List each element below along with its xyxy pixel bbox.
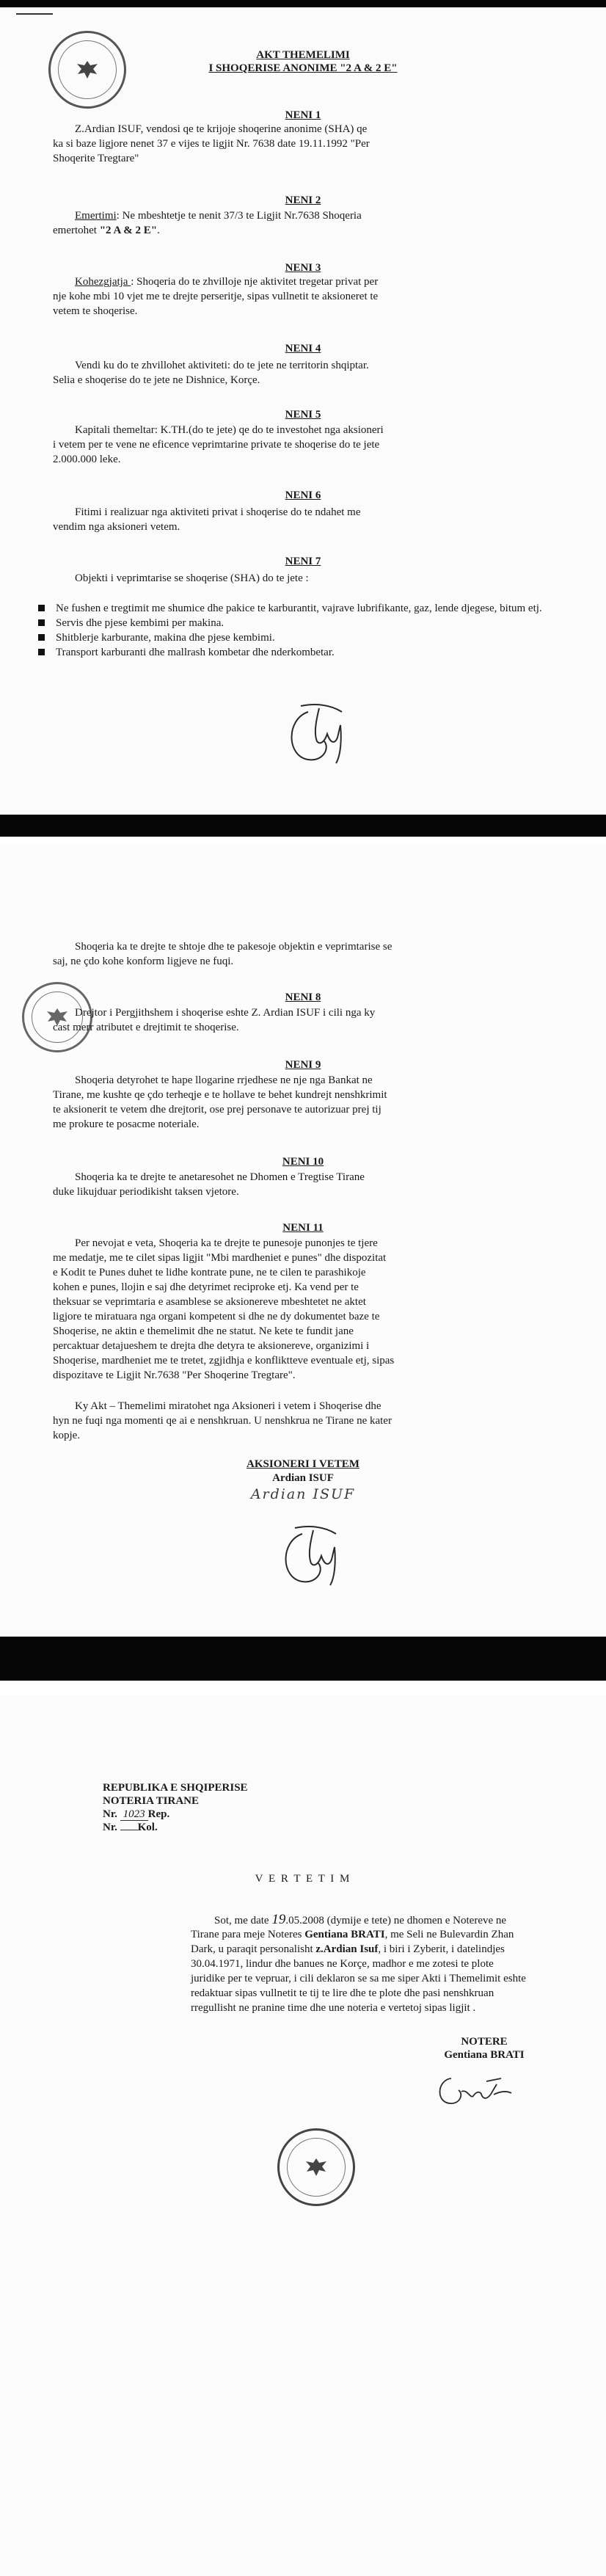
certificate-line: juridike per te vepruar, i cili deklaron se sa me siper Akti i Themelimit eshte: [191, 1973, 526, 1984]
article-10-line: Shoqeria ka te drejte te anetaresohet ne Dhomen e Tregtise Tirane: [75, 1171, 365, 1183]
list-item: Servis dhe pjese kembimi per makina.: [38, 616, 544, 630]
list-item: Ne fushen e tregtimit me shumice dhe pakice te karburantit, vajrave lubrifikante, gaz, lende djegese, bitum etj.: [38, 602, 544, 615]
article-2-heading: NENI 2: [285, 194, 321, 206]
article-5-line: i vetem per te vene ne eficence veprimtarine private te shoqerise do te jete: [53, 439, 380, 451]
certificate-line: rregullisht ne pranine time dhe une noteria e vertetoj sipas ligjit .: [191, 2002, 476, 2014]
article-10-line: duke likujduar periodikisht taksen vjetore.: [53, 1186, 239, 1198]
shareholder-name: Ardian ISUF: [272, 1472, 334, 1484]
article-11-heading: NENI 11: [282, 1222, 324, 1234]
scan-mark: [16, 13, 53, 15]
scan-border-bottom: [0, 815, 606, 837]
article-7-heading: NENI 7: [285, 556, 321, 567]
article-1-line: Z.Ardian ISUF, vendosi qe te krijoje shoqerine anonime (SHA) qe: [75, 123, 368, 135]
handwritten-name: Ardian ISUF: [250, 1486, 356, 1502]
scan-border-bottom: [0, 1637, 606, 1681]
closing-line: kopje.: [53, 1430, 81, 1441]
article-2-line: Emertimi: Ne mbeshtetje te nenit 37/3 te Ligjit Nr.7638 Shoqeria: [75, 210, 362, 222]
intro-line: saj, ne çdo kohe konform ligjeve ne fuqi.: [53, 956, 234, 967]
page-subtitle: I SHOQERISE ANONIME "2 A & 2 E": [208, 62, 398, 74]
list-item: Shitblerje karburante, makina dhe pjese kembimi.: [38, 631, 544, 644]
document-page-3: [0, 1695, 606, 2576]
article-7-line: Objekti i veprimtarise se shoqerise (SHA) do te jete :: [75, 572, 309, 584]
article-9-line: me prokure te posacme noteriale.: [53, 1118, 200, 1130]
article-2-line: emertohet "2 A & 2 E".: [53, 225, 160, 236]
article-9-line: te aksionerit te vetem dhe drejtorit, ose prej personave te autorizuar prej tij: [53, 1104, 382, 1116]
certificate-line: Sot, me date 19.05.2008 (dymije e tete) ne dhomen e Notereve ne: [214, 1912, 507, 1927]
notary-title: NOTERE: [461, 2036, 508, 2048]
handwritten-signature: [279, 690, 359, 771]
article-11-line: percaktuar detajueshem te drejta dhe detyra te aksionereve, organizimi i: [53, 1340, 370, 1352]
scan-border-top: [0, 0, 606, 7]
article-11-line: theksuar se veprimtaria e asamblese se aksionereve mbeshtetet ne aktet: [53, 1296, 366, 1308]
certificate-line: 30.04.1971, lindur dhe banues ne Korçe, madhor e me zotesi te plote: [191, 1958, 494, 1970]
article-11-line: dispozitave te Ligjit Nr.7638 "Per Shoqerine Tregtare".: [53, 1369, 296, 1381]
certificate-line: Dark, u paraqit personalisht z.Ardian Isuf, i biri i Zyberit, i datelindjes: [191, 1943, 505, 1955]
article-5-line: Kapitali themeltar: K.TH.(do te jete) qe do te investohet nga aksioneri: [75, 424, 384, 436]
company-name: "2 A & 2 E": [99, 225, 158, 236]
article-6-line: vendim nga aksioneri vetem.: [53, 521, 180, 533]
article-11-line: Per nevojat e veta, Shoqeria ka te drejte te punesoje punonjes te tjere: [75, 1237, 378, 1249]
article-1-line: ka si baze ligjore nenet 37 e vijes te ligjit Nr. 7638 date 19.11.1992 "Per: [53, 138, 370, 150]
emertimi-label: Emertimi: [75, 210, 117, 222]
notary-office-header: NOTERIA TIRANE: [103, 1795, 200, 1807]
list-item: Transport karburanti dhe mallrash kombetar dhe nderkombetar.: [38, 646, 544, 659]
handwritten-signature: [271, 1512, 352, 1593]
article-5-line: 2.000.000 leke.: [53, 454, 121, 465]
certificate-title: V E R T E T I M: [255, 1873, 351, 1885]
article-8-heading: NENI 8: [285, 992, 321, 1003]
article-9-line: Tirane, me kushte qe çdo terheqje e te hollave te behet kundrejt nenshkrimit: [53, 1089, 387, 1101]
closing-line: Ky Akt – Themelimi miratohet nga Aksioneri i vetem i Shoqerise dhe: [75, 1400, 382, 1412]
article-10-heading: NENI 10: [282, 1156, 324, 1168]
notary-name: Gentiana BRATI: [444, 2049, 525, 2061]
article-6-heading: NENI 6: [285, 490, 321, 501]
intro-line: Shoqeria ka te drejte te shtoje dhe te pakesoje objektin e veprimtarise se: [75, 941, 393, 953]
activity-list: [38, 602, 544, 661]
eagle-emblem-icon: [304, 2156, 329, 2178]
article-1-heading: NENI 1: [285, 109, 321, 121]
article-5-heading: NENI 5: [285, 409, 321, 421]
article-11-line: ligjore te miratuara nga organi kompetent si dhe ne dy dokumentet baze te: [53, 1311, 380, 1322]
notary-signature: [429, 2070, 517, 2114]
article-8-line: Drejtor i Pergjithshem i shoqerise eshte Z. Ardian ISUF i cili nga ky: [75, 1007, 376, 1019]
article-3-line: Kohezgjatja : Shoqeria do te zhvilloje nje aktivitet tregetar privat per: [75, 276, 379, 288]
bullet-icon: [38, 619, 45, 626]
article-3-line: vetem te shoqerise.: [53, 305, 138, 317]
article-11-line: Shoqerise, mardheniet me te tretet, zgjidhja e konfliktteve eventuale etj, sipas: [53, 1355, 395, 1367]
republic-header: REPUBLIKA E SHQIPERISE: [103, 1782, 248, 1794]
notary-stamp: [277, 2128, 355, 2206]
shareholder-title: AKSIONERI I VETEM: [247, 1458, 359, 1470]
certificate-line: redaktuar sipas vullnetit te tij te lire dhe te plote dhe pasi nenshkruan: [191, 1987, 494, 1999]
article-11-line: Shoqerise, ne aktin e themelimit dhe ne statut. Ne kete te fundit jane: [53, 1325, 354, 1337]
article-1-line: Shoqerite Tregtare": [53, 153, 139, 164]
article-4-heading: NENI 4: [285, 343, 321, 354]
article-4-line: Vendi ku do te zhvillohet aktiviteti: do te jete ne territorin shqiptar.: [75, 360, 369, 371]
kol-number: Nr. Kol.: [103, 1822, 158, 1833]
certificate-line: Tirane para meje Noteres Gentiana BRATI, me Seli ne Bulevardin Zhan: [191, 1929, 514, 1940]
bullet-icon: [38, 634, 45, 641]
bullet-icon: [38, 649, 45, 655]
article-9-heading: NENI 9: [285, 1059, 321, 1071]
document-page-2: [0, 844, 606, 1681]
article-11-line: kohen e punes, llojin e saj dhe detyrimet reciproke etj. Ka vend per te: [53, 1281, 359, 1293]
article-9-line: Shoqeria detyrohet te hape llogarine rrjedhese ne nje nga Bankat ne: [75, 1074, 373, 1086]
kohezgjatja-label: Kohezgjatja: [75, 276, 131, 288]
page-title: AKT THEMELIMI: [256, 49, 350, 61]
rep-number: Nr. 1023 Rep.: [103, 1808, 170, 1820]
article-3-heading: NENI 3: [285, 262, 321, 274]
article-3-line: nje kohe mbi 10 vjet me te drejte perseritje, sipas vullnetit te aksioneret te: [53, 291, 379, 302]
bullet-icon: [38, 605, 45, 611]
document-page-1: [0, 0, 606, 837]
article-11-line: e Kodit te Punes duhet te lidhe kontrate pune, ne te cilen te parashikoje: [53, 1267, 366, 1278]
article-4-line: Selia e shoqerise do te jete ne Dishnice, Korçe.: [53, 374, 260, 386]
article-6-line: Fitimi i realizuar nga aktiviteti privat i shoqerise do te ndahet me: [75, 506, 361, 518]
article-8-line: cast merr atributet e drejtimit te shoqerise.: [53, 1022, 239, 1033]
closing-line: hyn ne fuqi nga momenti qe ai e nenshkruan. U nenshkrua ne Tirane ne kater: [53, 1415, 392, 1427]
article-11-line: me medatje, me te cilet sipas ligjit "Mbi mardheniet e punes" dhe dispozitat: [53, 1252, 387, 1264]
